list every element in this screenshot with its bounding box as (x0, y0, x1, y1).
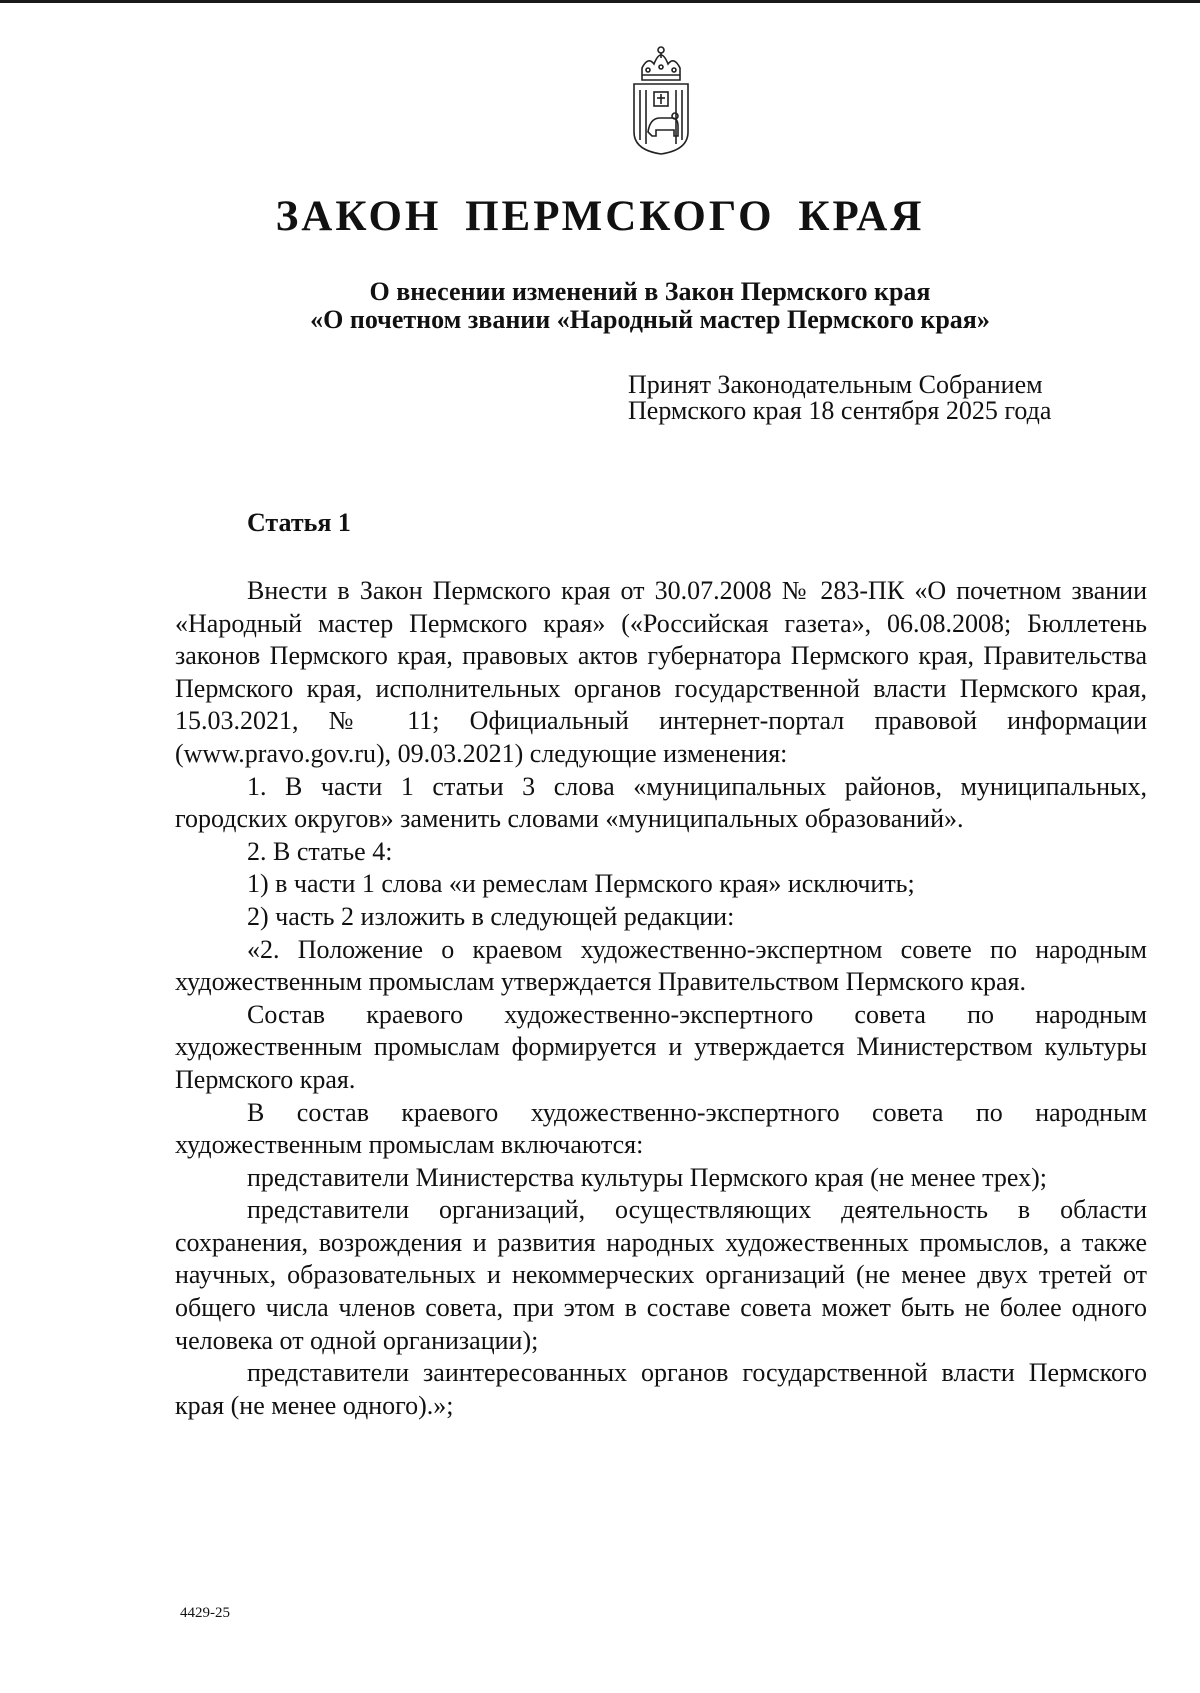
paragraph-intro: Внести в Закон Пермского края от 30.07.2008 № 283-ПК «О почетном звании «Народный мастер Пермского края» («Российская газета», 06.08.2008; Бюллетень законов Пермского края, правовых актов губернатора Пермского края, Правительства Пермского края, исполнительных органов государственной власти Пермского края, 15.03.2021, № 11; Официальный интернет-портал правовой информации (www.pravo.gov.ru), 09.03.2021) следующие изменения: (175, 576, 1147, 768)
coat-of-arms-icon (628, 40, 694, 156)
law-subtitle (0, 278, 1200, 334)
paragraph-quote-1: «2. Положение о краевом художественно-экспертном совете по народным художественным промыслам утверждается Правительством Пермского края. (175, 934, 1147, 997)
subtitle-line: «О почетном звании «Народный мастер Пермского края» (310, 305, 990, 334)
article-body (175, 575, 1147, 1422)
document-code: 4429-25 (180, 1605, 230, 1621)
paragraph-subitem-1: 1) в части 1 слова «и ремеслам Пермского края» исключить; (247, 869, 915, 899)
adoption-line: Пермского края 18 сентября 2025 года (628, 396, 1052, 425)
paragraph-item-1: 1. В части 1 статьи 3 слова «муниципальных районов, муниципальных, городских округов» заменить словами «муниципальных образований». (175, 771, 1147, 834)
paragraph-quote-2: Состав краевого художественно-экспертного совета по народным художественным промыслам формируется и утверждается Министерством культуры Пермского края. (175, 999, 1147, 1094)
adoption-note (628, 372, 1148, 424)
paragraph-quote-4: представители Министерства культуры Пермского края (не менее трех); (247, 1162, 1047, 1192)
top-edge-line (0, 0, 1200, 3)
subtitle-line: О внесении изменений в Закон Пермского края (369, 277, 931, 306)
paragraph-item-2: 2. В статье 4: (247, 836, 393, 866)
paragraph-quote-5: представители организаций, осуществляющих деятельность в области сохранения, возрождения и развития народных художественных промыслов, а также научных, образовательных и некоммерческих организаций (не менее двух третей от общего числа членов совета, при этом в составе совета может быть не более одного человека от одной организации); (175, 1195, 1147, 1355)
adoption-line: Принят Законодательным Собранием (628, 370, 1043, 399)
article-heading: Статья 1 (247, 508, 351, 537)
paragraph-subitem-2: 2) часть 2 изложить в следующей редакции: (247, 901, 735, 931)
paragraph-quote-3: В состав краевого художественно-экспертного совета по народным художественным промыслам включаются: (175, 1097, 1147, 1160)
law-title: ЗАКОН ПЕРМСКОГО КРАЯ (275, 193, 925, 240)
paragraph-quote-6: представители заинтересованных органов государственной власти Пермского края (не менее одного).»; (175, 1358, 1147, 1420)
